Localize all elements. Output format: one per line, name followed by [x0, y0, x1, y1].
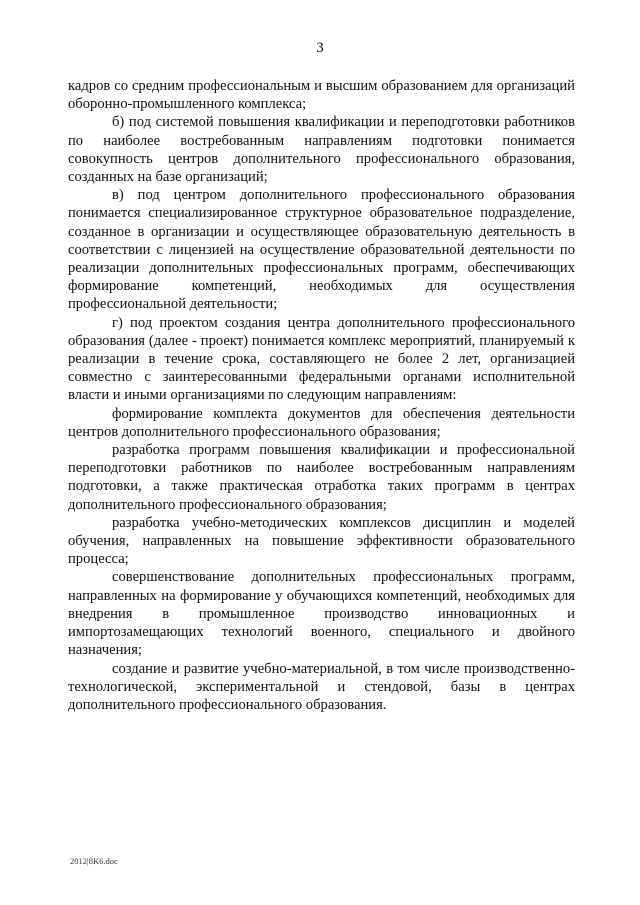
page-number: 3	[316, 40, 324, 56]
list-item-material-base: создание и развитие учебно-материальной, в том числе производственно-технологической, экспериментальной и стендовой, базы в центрах дополнительного профессионального образования.	[68, 660, 575, 713]
paragraph-v: в) под центром дополнительного профессионального образования понимается специализированное структурное образовательное подразделение, созданное в организации и осуществляющее образовательную деятельность в соответствии с лицензией на осуществление образовательной деятельности по реализации дополнительных профессиональных программ, обеспечивающих формирование компетенций, необходимых для осуществления профессиональной деятельности;	[68, 187, 575, 313]
list-item-methodology: разработка учебно-методических комплексов дисциплин и моделей обучения, направленных на повышение эффективности образовательного процесса;	[68, 514, 575, 568]
document-body	[68, 77, 575, 714]
list-item-documents: формирование комплекта документов для обеспечения деятельности центров дополнительного профессионального образования;	[68, 405, 575, 440]
paragraph-continuation: кадров со средним профессиональным и высшим образованием для организаций оборонно-промышленного комплекса;	[68, 78, 575, 113]
list-item-programs: разработка программ повышения квалификации и профессиональной переподготовки работников по наиболее востребованным направлениям подготовки, а также практическая отработка таких программ в центрах дополнительного профессионального образования;	[68, 442, 575, 513]
paragraph-b: б) под системой повышения квалификации и переподготовки работников по наиболее востребованным направлениям подготовки понимается совокупность центров дополнительного профессионального образования, созданных на базе организаций;	[68, 114, 575, 186]
list-item-improvement: совершенствование дополнительных профессиональных программ, направленных на формирование у обучающихся компетенций, необходимых для внедрения в промышленное производство инновационных и импортозамещающих технологий военного, специального и двойного назначения;	[68, 569, 575, 659]
file-name-footer: 2012|8K6.doc	[70, 856, 118, 866]
paragraph-g: г) под проектом создания центра дополнительного профессионального образования (далее - проект) понимается комплекс мероприятий, планируемый к реализации в течение срока, составляющего не более 2 лет, организацией совместно с заинтересованными федеральными органами исполнительной власти и иными организациями по следующим направлениям:	[68, 314, 575, 404]
